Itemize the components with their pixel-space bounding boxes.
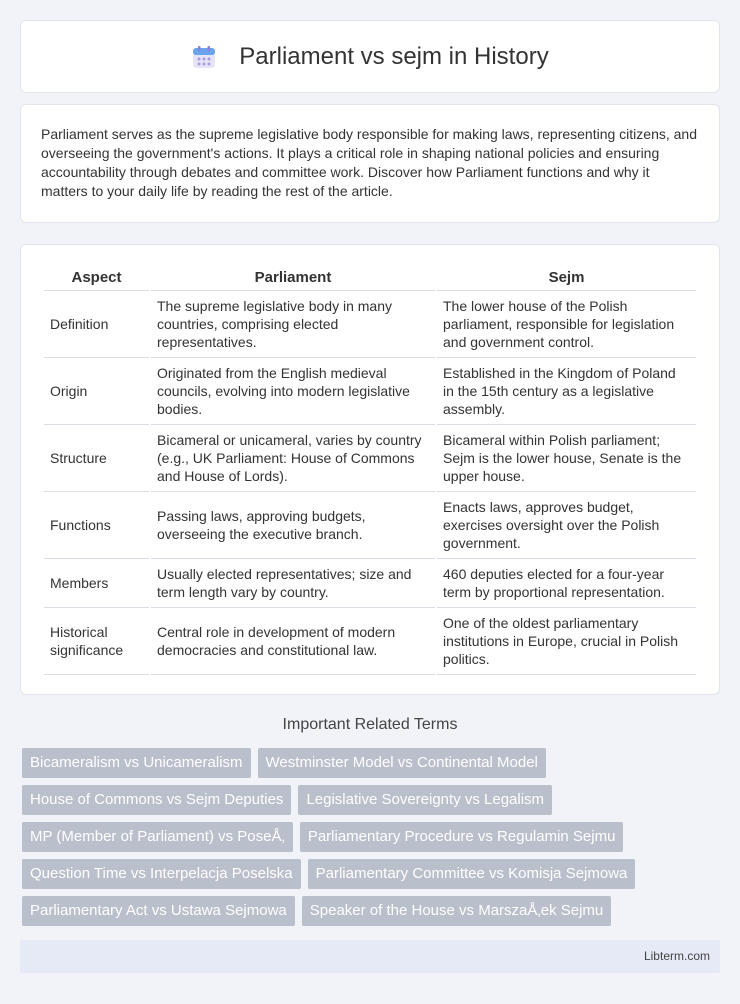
parliament-cell: Originated from the English medieval councils, evolving into modern legislative bodies. [151, 358, 435, 425]
table-header-row [44, 265, 696, 291]
intro-text: Parliament serves as the supreme legislative body responsible for making laws, representing citizens, and overseeing the government's actions. It plays a critical role in shaping national policies and ensuring accountability through debates and committee work. Discover how Parliament functions and why it matters to your daily life by reading the rest of the article. [41, 126, 697, 199]
header-aspect: Aspect [44, 265, 149, 291]
table-row [44, 425, 696, 492]
related-terms-title: Important Related Terms [282, 716, 458, 733]
footer-site-link[interactable]: Libterm.com [643, 949, 710, 963]
sejm-cell: The lower house of the Polish parliament, responsible for legislation and government control. [437, 291, 696, 358]
page-title: Parliament vs sejm in History [239, 42, 549, 70]
intro-card [20, 104, 720, 223]
related-term-tag[interactable]: House of Commons vs Sejm Deputies [22, 785, 291, 815]
aspect-cell: Historical significance [44, 608, 149, 675]
related-term-tag[interactable]: Parliamentary Act vs Ustawa Sejmowa [22, 896, 295, 926]
related-term-tag[interactable]: Question Time vs Interpelacja Poselska [22, 859, 301, 889]
related-term-tag[interactable]: Parliamentary Procedure vs Regulamin Sejmu [300, 822, 624, 852]
related-term-tag[interactable]: Bicameralism vs Unicameralism [22, 748, 251, 778]
table-row [44, 608, 696, 675]
aspect-cell: Definition [44, 291, 149, 358]
related-terms-list [22, 748, 722, 926]
related-term-tag[interactable]: Legislative Sovereignty vs Legalism [298, 785, 552, 815]
sejm-cell: Established in the Kingdom of Poland in the 15th century as a legislative assembly. [437, 358, 696, 425]
comparison-table [42, 265, 698, 675]
aspect-cell: Origin [44, 358, 149, 425]
table-row [44, 291, 696, 358]
sejm-cell: One of the oldest parliamentary institutions in Europe, crucial in Polish politics. [437, 608, 696, 675]
header-card [20, 20, 720, 93]
aspect-cell: Structure [44, 425, 149, 492]
parliament-cell: Passing laws, approving budgets, overseeing the executive branch. [151, 492, 435, 559]
related-term-tag[interactable]: Speaker of the House vs MarszaÅ‚ek Sejmu [302, 896, 611, 926]
parliament-cell: Usually elected representatives; size and term length vary by country. [151, 559, 435, 608]
calendar-icon [191, 44, 217, 70]
aspect-cell: Members [44, 559, 149, 608]
related-term-tag[interactable]: Westminster Model vs Continental Model [258, 748, 546, 778]
parliament-cell: Central role in development of modern democracies and constitutional law. [151, 608, 435, 675]
header-parliament: Parliament [151, 265, 435, 291]
sejm-cell: 460 deputies elected for a four-year term by proportional representation. [437, 559, 696, 608]
table-row [44, 358, 696, 425]
related-term-tag[interactable]: MP (Member of Parliament) vs PoseÅ‚ [22, 822, 293, 852]
sejm-cell: Enacts laws, approves budget, exercises oversight over the Polish government. [437, 492, 696, 559]
footer [20, 940, 720, 973]
related-term-tag[interactable]: Parliamentary Committee vs Komisja Sejmowa [308, 859, 636, 889]
parliament-cell: The supreme legislative body in many countries, comprising elected representatives. [151, 291, 435, 358]
comparison-table-card [20, 244, 720, 695]
sejm-cell: Bicameral within Polish parliament; Sejm is the lower house, Senate is the upper house. [437, 425, 696, 492]
parliament-cell: Bicameral or unicameral, varies by country (e.g., UK Parliament: House of Commons and House of Lords). [151, 425, 435, 492]
aspect-cell: Functions [44, 492, 149, 559]
table-row [44, 559, 696, 608]
table-row [44, 492, 696, 559]
header-sejm: Sejm [437, 265, 696, 291]
